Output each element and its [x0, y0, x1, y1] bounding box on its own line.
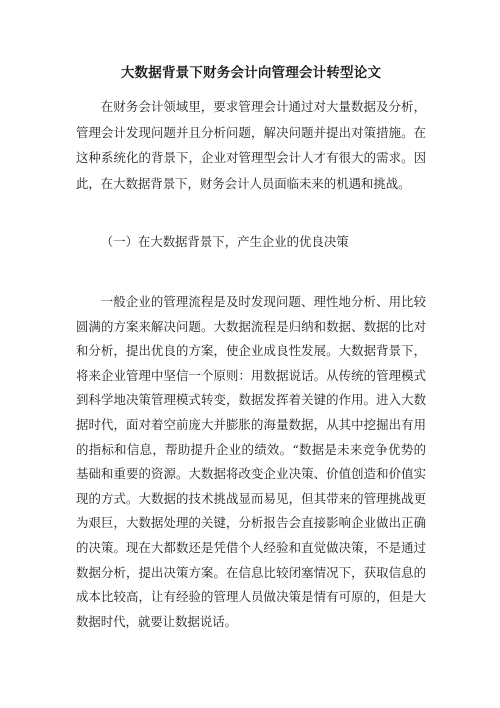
section-heading: （一）在大数据背景下，产生企业的优良决策: [100, 234, 349, 249]
document-title: 大数据背景下财务会计向管理会计转型论文: [120, 65, 382, 81]
body-paragraph: 一般企业的管理流程是及时发现问题、理性地分析、用比较圆满的方案来解决问题。大数据流程是归纳和数据、数据的比对和分析，提出优良的方案，使企业成良性发展。大数据背景下，将来企业管理中坚信一个原则：用数据说话。从传统的管理模式到科学地决策管理模式转变，数据发挥着关键的作用。进入大数据时代，面对着空前庞大并膨胀的海量数据，从其中挖掘出有用的指标和信息，帮助提升企业的绩效。“数据是未来竞争优势的基础和重要的资源。大数据将改变企业决策、价值创造和价值实现的方式。大数据的技术挑战显而易见，但其带来的管理挑战更为艰巨，大数据处理的关键，分析报告会直接影响企业做出正确的决策。现在大都数还是凭借个人经验和直觉做决策，不是通过数据分析，提出决策方案。在信息比较闭塞情况下，获取信息的成本比较高，让有经验的管理人员做决策是情有可原的，但是大数据时代，就要让数据说话。: [76, 294, 426, 629]
intro-paragraph: 在财务会计领域里，要求管理会计通过对大量数据及分析，管理会计发现问题并且分析问题，解决问题并提出对策措施。在这种系统化的背景下，企业对管理型会计人才有很大的需求。因此，在大数据背景下，财务会计人员面临未来的机遇和挑战。: [76, 99, 426, 191]
